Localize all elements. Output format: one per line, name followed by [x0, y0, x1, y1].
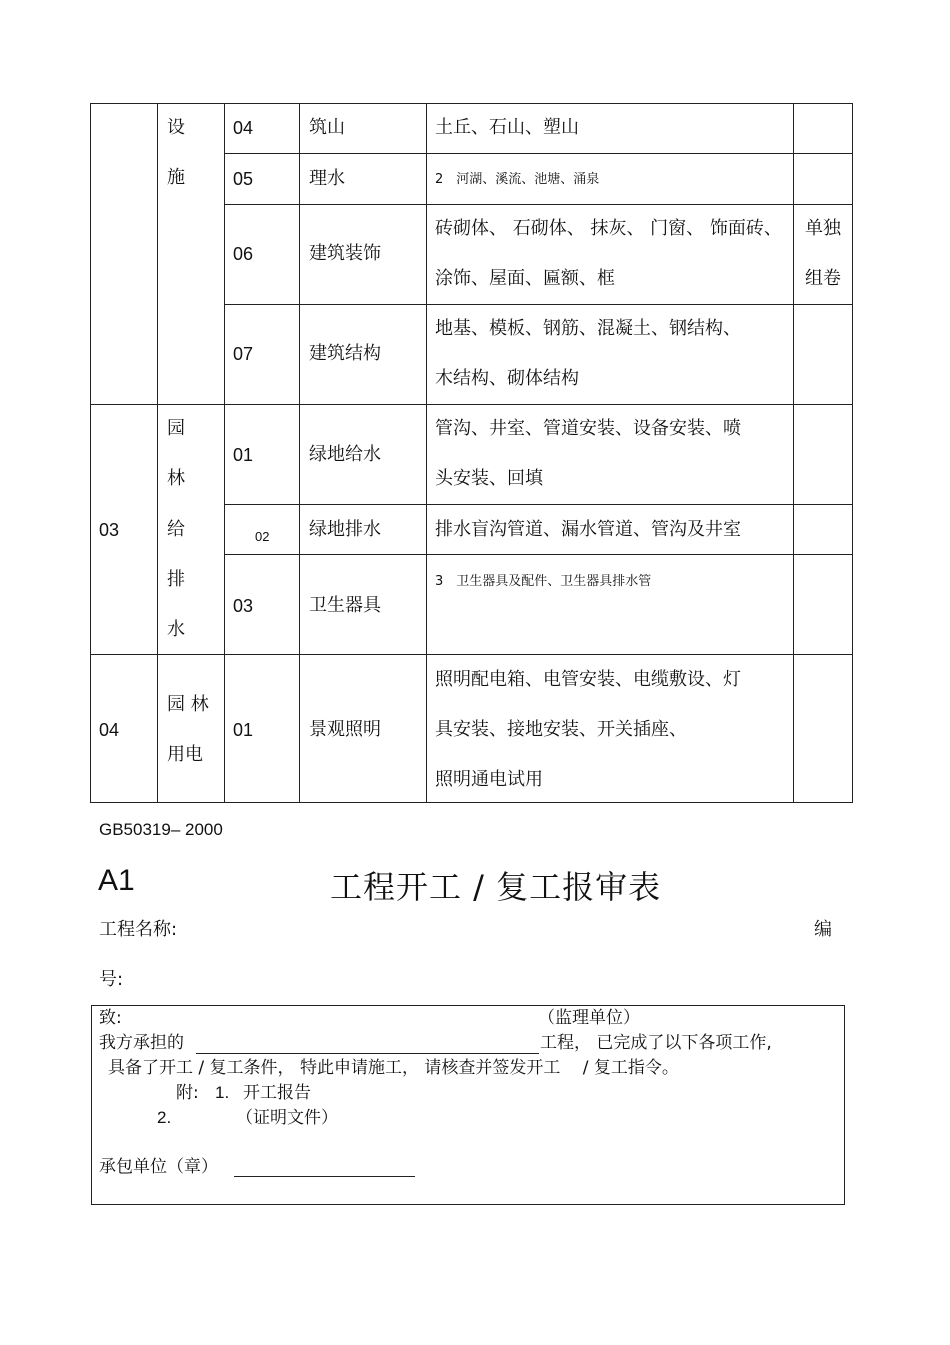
table-col-divider-4 — [426, 103, 427, 803]
item-content: 2 河湖、溪流、池塘、涌泉 — [435, 172, 600, 187]
item-code: 01 — [233, 720, 254, 740]
item-code: 06 — [233, 244, 254, 264]
line2: 具备了开工 / 复工条件， 特此申请施工， 请核查并签发开工 / 复工指令。 — [108, 1058, 679, 1078]
attachment2-text: （证明文件） — [236, 1108, 338, 1128]
row-divider — [224, 153, 853, 154]
form-title: 工程开工 / 复工报审表 — [330, 868, 662, 906]
attachment2-num: 2. — [157, 1108, 172, 1127]
number-label-part2: 号: — [99, 969, 124, 990]
item-code: 04 — [233, 118, 254, 138]
item-code: 01 — [233, 445, 254, 465]
item-content-line: 地基、模板、钢筋、混凝土、钢结构、 — [435, 318, 741, 339]
item-name: 筑山 — [309, 117, 345, 138]
line1-prefix: 我方承担的 — [99, 1033, 184, 1053]
number-label-part1: 编 — [814, 919, 832, 940]
table-border-right — [852, 103, 853, 803]
group-name-char: 林 — [167, 468, 185, 489]
item-name: 景观照明 — [309, 719, 381, 740]
table-col-divider-5 — [793, 103, 794, 803]
item-name: 理水 — [309, 168, 345, 189]
row-divider — [224, 204, 853, 205]
group-name-char: 给 — [167, 519, 185, 540]
table-col-divider-3 — [299, 103, 300, 803]
line1-suffix: 工程， 已完成了以下各项工作, — [540, 1033, 772, 1053]
item-name: 建筑装饰 — [309, 243, 381, 264]
group-name-line: 用电 — [167, 744, 203, 765]
group-name-char: 设 — [167, 117, 185, 138]
item-content: 排水盲沟管道、漏水管道、管沟及井室 — [435, 519, 741, 540]
group-name-char: 排 — [167, 569, 185, 590]
group-code: 03 — [99, 520, 120, 540]
item-name: 建筑结构 — [309, 343, 381, 364]
item-content-line: 涂饰、屋面、匾额、框 — [435, 268, 615, 289]
item-code: 05 — [233, 169, 254, 189]
project-name-blank[interactable] — [196, 1053, 539, 1054]
table-border-left — [90, 103, 91, 803]
item-name: 卫生器具 — [309, 595, 381, 616]
supervisor-label: （监理单位） — [538, 1008, 640, 1028]
item-name: 绿地给水 — [309, 444, 381, 465]
attachment1-text: 开工报告 — [243, 1083, 311, 1103]
item-code: 07 — [233, 344, 254, 364]
project-name-label: 工程名称: — [99, 919, 178, 940]
item-content-line: 砖砌体、 石砌体、 抹灰、 门窗、 饰面砖、 — [435, 218, 782, 239]
table-col-divider-1 — [157, 103, 158, 803]
item-content-line: 具安装、接地安装、开关插座、 — [435, 719, 687, 740]
row-divider — [224, 504, 853, 505]
contractor-label: 承包单位（章） — [99, 1157, 218, 1177]
item-content-line: 头安装、回填 — [435, 468, 543, 489]
group-name-char: 园 — [167, 418, 185, 439]
item-content-line: 照明通电试用 — [435, 769, 543, 790]
form-code: A1 — [98, 864, 135, 897]
note-line: 组卷 — [805, 268, 841, 289]
table-border-top — [90, 103, 853, 104]
standard-code: GB50319– 2000 — [99, 820, 223, 839]
item-content: 3 卫生器具及配件、卫生器具排水管 — [435, 574, 652, 589]
table-col-divider-2 — [224, 103, 225, 803]
row-divider — [90, 404, 853, 405]
item-code: 02 — [255, 529, 270, 544]
group-code: 04 — [99, 720, 120, 740]
table-border-bottom — [90, 802, 853, 803]
contractor-seal-blank[interactable] — [234, 1176, 415, 1177]
row-divider — [90, 654, 853, 655]
attachment1-num: 1. — [215, 1083, 230, 1102]
group-name-char: 施 — [167, 167, 185, 188]
group-name-line: 园 林 — [167, 694, 209, 715]
row-divider — [224, 554, 853, 555]
note-line: 单独 — [805, 218, 841, 239]
item-content-line: 管沟、井室、管道安装、设备安装、喷 — [435, 418, 741, 439]
row-divider — [224, 304, 853, 305]
group-name-char: 水 — [167, 619, 185, 640]
item-name: 绿地排水 — [309, 519, 381, 540]
item-content-line: 照明配电箱、电管安装、电缆敷设、灯 — [435, 669, 741, 690]
attachment-label: 附: — [176, 1083, 199, 1103]
item-content: 土丘、石山、塑山 — [435, 117, 579, 138]
item-content-line: 木结构、砌体结构 — [435, 368, 579, 389]
item-code: 03 — [233, 596, 254, 616]
to-label: 致: — [99, 1008, 122, 1028]
